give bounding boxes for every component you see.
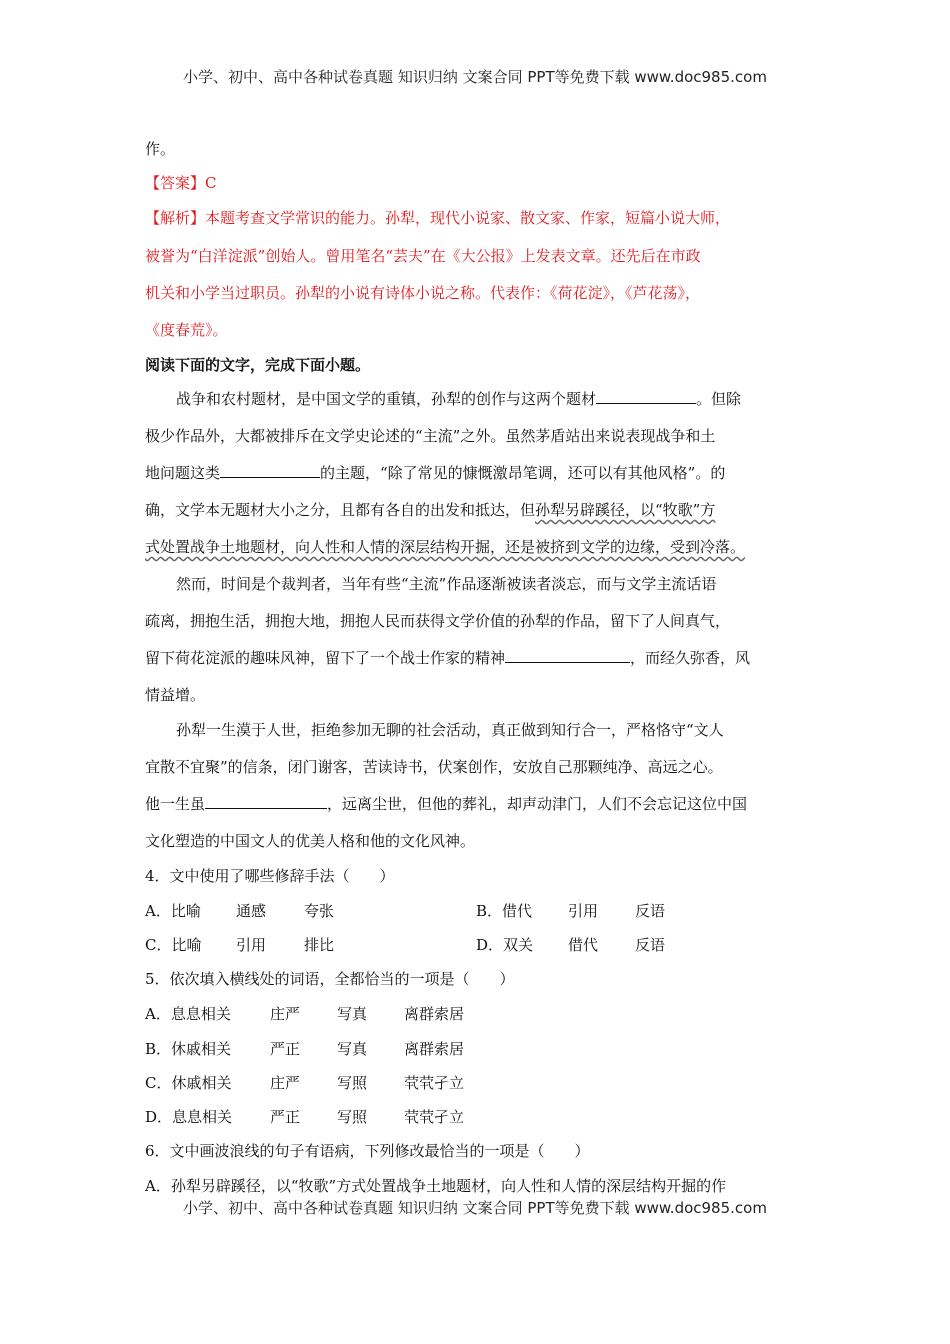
q5-option-d-item: 写照 <box>337 1108 368 1126</box>
q4-option-d-item: 反语 <box>635 936 666 954</box>
analysis-line-3: 机关和小学当过职员。孙犁的小说有诗体小说之称。代表作：《荷花淀》，《芦花荡》， <box>145 284 701 302</box>
fill-blank-2[interactable] <box>220 463 320 478</box>
passage-text: 留下荷花淀派的趣味风神，留下了一个战士作家的精神 <box>145 649 506 667</box>
passage-text: 他一生虽 <box>145 795 206 813</box>
passage-text: ，而经久弥香，风 <box>630 649 751 667</box>
q5-option-d-item: 严正 <box>270 1108 301 1126</box>
q5-option-c-item: 写照 <box>337 1074 368 1092</box>
q4-option-b[interactable]: B．借代 <box>476 902 533 920</box>
passage-text: ，远离尘世，但他的葬礼，却声动津门，人们不会忘记这位中国 <box>327 795 748 813</box>
passage-p1-line-5 <box>145 537 745 557</box>
q5-option-c-item: 茕茕孑立 <box>404 1074 465 1092</box>
passage-p1-line-1 <box>176 389 741 409</box>
q4-option-b-item: 反语 <box>635 902 666 920</box>
q4-option-c-item: 引用 <box>236 936 267 954</box>
passage-p1-line-4 <box>145 500 715 520</box>
passage-text: 。但除 <box>696 390 742 408</box>
analysis-line-4: 《度春荒》。 <box>145 321 228 339</box>
passage-p2-line-4: 情益增。 <box>145 686 206 704</box>
q5-option-d-item: 茕茕孑立 <box>404 1108 465 1126</box>
page-footer: 小学、初中、高中各种试卷真题 知识归纳 文案合同 PPT等免费下载 www.doc985.com <box>183 1199 767 1217</box>
analysis-line-1: 【解析】本题考查文学常识的能力。孙犁，现代小说家、散文家、作家，短篇小说大师， <box>145 209 731 227</box>
q4-option-a[interactable]: A．比喻 <box>145 902 201 920</box>
q4-option-d-item: 借代 <box>568 936 599 954</box>
q5-option-b-item: 写真 <box>337 1040 368 1058</box>
reading-instruction: 阅读下面的文字，完成下面小题。 <box>145 356 371 374</box>
q5-option-b[interactable]: B．休戚相关 <box>145 1040 232 1058</box>
q5-option-a-item: 庄严 <box>270 1005 301 1023</box>
passage-p2-line-1: 然而，时间是个裁判者，当年有些“主流”作品逐渐被读者淡忘，而与文学主流话语 <box>176 575 717 593</box>
question-4-stem: 4．文中使用了哪些修辞手法（ ） <box>145 867 395 885</box>
fill-blank-4[interactable] <box>205 794 327 809</box>
q4-option-d[interactable]: D．双关 <box>476 936 534 954</box>
q6-option-a[interactable]: A．孙犁另辟蹊径，以“牧歌”方式处置战争土地题材，向人性和人情的深层结构开掘的作 <box>145 1177 727 1195</box>
passage-text: 战争和农村题材，是中国文学的重镇，孙犁的创作与这两个题材 <box>176 390 597 408</box>
passage-p3-line-4: 文化塑造的中国文人的优美人格和他的文化风神。 <box>145 832 476 850</box>
q5-option-c[interactable]: C．休戚相关 <box>145 1074 232 1092</box>
question-5-stem: 5．依次填入横线处的词语，全都恰当的一项是（ ） <box>145 970 515 988</box>
passage-text: 确，文学本无题材大小之分，且都有各自的出发和抵达，但 <box>145 501 536 519</box>
passage-text: 的主题，“除了常见的慷慨激昂笔调，还可以有其他风格”。的 <box>320 464 726 482</box>
fill-blank-3[interactable] <box>505 648 630 663</box>
fill-blank-1[interactable] <box>596 389 696 404</box>
page-header: 小学、初中、高中各种试卷真题 知识归纳 文案合同 PPT等免费下载 www.doc985.com <box>183 68 767 86</box>
question-6-stem: 6．文中画波浪线的句子有语病，下列修改最恰当的一项是（ ） <box>145 1142 590 1160</box>
q4-option-c-item: 排比 <box>304 936 335 954</box>
passage-p3-line-3 <box>145 794 747 814</box>
q5-option-b-item: 严正 <box>270 1040 301 1058</box>
q4-option-a-item: 通感 <box>236 902 267 920</box>
passage-p1-line-2: 极少作品外，大都被排斥在文学史论述的“主流”之外。虽然茅盾站出来说表现战争和土 <box>145 427 716 445</box>
passage-p1-line-3 <box>145 463 725 483</box>
q4-option-c[interactable]: C．比喻 <box>145 936 202 954</box>
q5-option-a-item: 写真 <box>337 1005 368 1023</box>
answer-line: 【答案】C <box>145 174 217 192</box>
prev-text-tail: 作。 <box>145 140 176 158</box>
wavy-underlined-sentence: 式处置战争土地题材，向人性和人情的深层结构开掘，还是被挤到文学的边缘，受到冷落。 <box>145 538 746 556</box>
q5-option-c-item: 庄严 <box>270 1074 301 1092</box>
passage-p3-line-2: 宜散不宜聚”的信条，闭门谢客，苦读诗书，伏案创作，安放自己那颗纯净、高远之心。 <box>145 758 723 776</box>
passage-p3-line-1: 孙犁一生漠于人世，拒绝参加无聊的社会活动，真正做到知行合一，严格恪守“文人 <box>176 721 724 739</box>
analysis-line-2: 被誉为“白洋淀派”创始人。曾用笔名“芸夫”在《大公报》上发表文章。还先后在市政 <box>145 247 701 265</box>
q5-option-b-item: 离群索居 <box>404 1040 465 1058</box>
q4-option-a-item: 夸张 <box>304 902 335 920</box>
q5-option-a-item: 离群索居 <box>404 1005 465 1023</box>
q5-option-a[interactable]: A．息息相关 <box>145 1005 231 1023</box>
q5-option-d[interactable]: D．息息相关 <box>145 1108 233 1126</box>
passage-p2-line-3 <box>145 648 750 668</box>
passage-p2-line-2: 疏离，拥抱生活，拥抱大地，拥抱人民而获得文学价值的孙犁的作品，留下了人间真气， <box>145 612 731 630</box>
wavy-underlined-sentence: 孙犁另辟蹊径，以“牧歌”方 <box>535 501 716 519</box>
q4-option-b-item: 引用 <box>568 902 599 920</box>
passage-text: 地问题这类 <box>145 464 221 482</box>
